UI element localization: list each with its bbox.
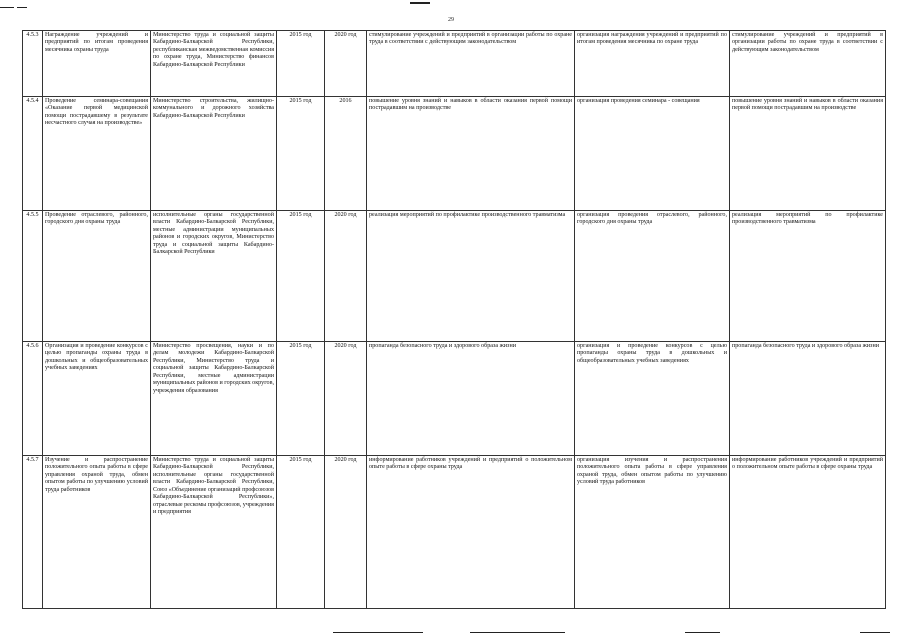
row-number: 4.5.6 — [23, 342, 43, 456]
end-year-cell: 2020 год — [325, 456, 367, 609]
event-cell: Награждение учреждений и предприятий по итогам проведения месячника охраны труда — [43, 31, 151, 97]
direction-cell: организация и проведение конкурсов с целью пропаганды охраны труда в дошкольных и общеобразовательных учебных заведениях — [575, 342, 730, 456]
end-year-cell: 2020 год — [325, 342, 367, 456]
row-number: 4.5.4 — [23, 97, 43, 211]
scan-mark-bottom-4 — [860, 632, 890, 633]
event-cell: Организация и проведение конкурсов с целью пропаганды охраны труда в дошкольных и общеобразовательных учебных заведениях — [43, 342, 151, 456]
scan-mark-top-left — [0, 7, 14, 8]
scan-mark-top-center — [410, 2, 430, 4]
direction-cell: организация изучения и распространения положительного опыта работы в сфере управления охраной труда, обмен опытом работы по улучшению условий труда работников — [575, 456, 730, 609]
start-year-cell: 2015 год — [277, 97, 325, 211]
executor-cell: Министерство труда и социальной защиты Кабардино-Балкарской Республики, исполнительные органы государственной власти Кабардино-Балкарской Республики, Союз «Объединение организаций профсоюзов Кабардино-Балкарской Республики», отраслевые рескомы профсоюзов, учреждения и предприятия — [151, 456, 277, 609]
expected-result-cell: повышение уровня знаний и навыков в области оказания первой помощи пострадавшим на производстве — [367, 97, 575, 211]
table-row — [23, 31, 886, 97]
start-year-cell: 2015 год — [277, 211, 325, 342]
table-row — [23, 97, 886, 211]
end-year-cell: 2016 — [325, 97, 367, 211]
end-year-cell: 2020 год — [325, 211, 367, 342]
executor-cell: Министерство труда и социальной защиты Кабардино-Балкарской Республики, республиканская межведомственная комиссия по охране труда, Министерство финансов Кабардино-Балкарской Республики — [151, 31, 277, 97]
indicator-cell: повышение уровня знаний и навыков в области оказания первой помощи пострадавшим на производстве — [730, 97, 886, 211]
expected-result-cell: пропаганда безопасного труда и здорового образа жизни — [367, 342, 575, 456]
row-number: 4.5.3 — [23, 31, 43, 97]
scan-mark-top-left-2 — [17, 7, 27, 8]
row-number: 4.5.7 — [23, 456, 43, 609]
start-year-cell: 2015 год — [277, 342, 325, 456]
end-year-cell: 2020 год — [325, 31, 367, 97]
direction-cell: организация проведения отраслевого, районного, городского дня охраны труда — [575, 211, 730, 342]
indicator-cell: стимулирование учреждений и предприятий в организации работы по охране труда в соответствии с действующим законодательством — [730, 31, 886, 97]
event-cell: Проведение семинара-совещания «Оказание первой медицинской помощи пострадавшему в результате несчастного случая на производстве» — [43, 97, 151, 211]
indicator-cell: информирование работников учреждений и предприятий о положительном опыте работы в сфере охраны труда — [730, 456, 886, 609]
start-year-cell: 2015 год — [277, 456, 325, 609]
scan-mark-bottom-2 — [470, 632, 565, 633]
executor-cell: исполнительные органы государственной власти Кабардино-Балкарской Республики, местные администрации муниципальных районов и городских округов, Министерство труда и социальной защиты Кабардино-Балкарской Республики — [151, 211, 277, 342]
executor-cell: Министерство строительства, жилищно-коммунального и дорожного хозяйства Кабардино-Балкарской Республики — [151, 97, 277, 211]
direction-cell: организация проведения семинара - совещания — [575, 97, 730, 211]
event-cell: Изучение и распространение положительного опыта работы в сфере управления охраной труда, обмен опытом работы по улучшению условий труда работников — [43, 456, 151, 609]
scan-mark-bottom-3 — [685, 632, 720, 633]
event-cell: Проведение отраслевого, районного, городского дня охраны труда — [43, 211, 151, 342]
expected-result-cell: информирование работников учреждений и предприятий о положительном опыте работы в сфере охраны труда — [367, 456, 575, 609]
direction-cell: организация награждения учреждений и предприятий по итогам проведения месячника по охране труда — [575, 31, 730, 97]
start-year-cell: 2015 год — [277, 31, 325, 97]
indicator-cell: реализация мероприятий по профилактике производственного травматизма — [730, 211, 886, 342]
expected-result-cell: реализация мероприятий по профилактике производственного травматизма — [367, 211, 575, 342]
program-measures-table — [22, 30, 886, 609]
expected-result-cell: стимулирование учреждений и предприятий в организации работы по охране труда в соответствии с действующим законодательством — [367, 31, 575, 97]
scan-mark-bottom-1 — [333, 632, 423, 633]
table-row — [23, 456, 886, 609]
row-number: 4.5.5 — [23, 211, 43, 342]
table-row — [23, 211, 886, 342]
table-row — [23, 342, 886, 456]
executor-cell: Министерство просвещения, науки и по делам молодежи Кабардино-Балкарской Республики, Министерство труда и социальной защиты Кабардино-Балкарской Республики, местные администрации муниципальных районов и городских округов, учреждения образования — [151, 342, 277, 456]
indicator-cell: пропаганда безопасного труда и здорового образа жизни — [730, 342, 886, 456]
page-number: 29 — [448, 17, 454, 23]
